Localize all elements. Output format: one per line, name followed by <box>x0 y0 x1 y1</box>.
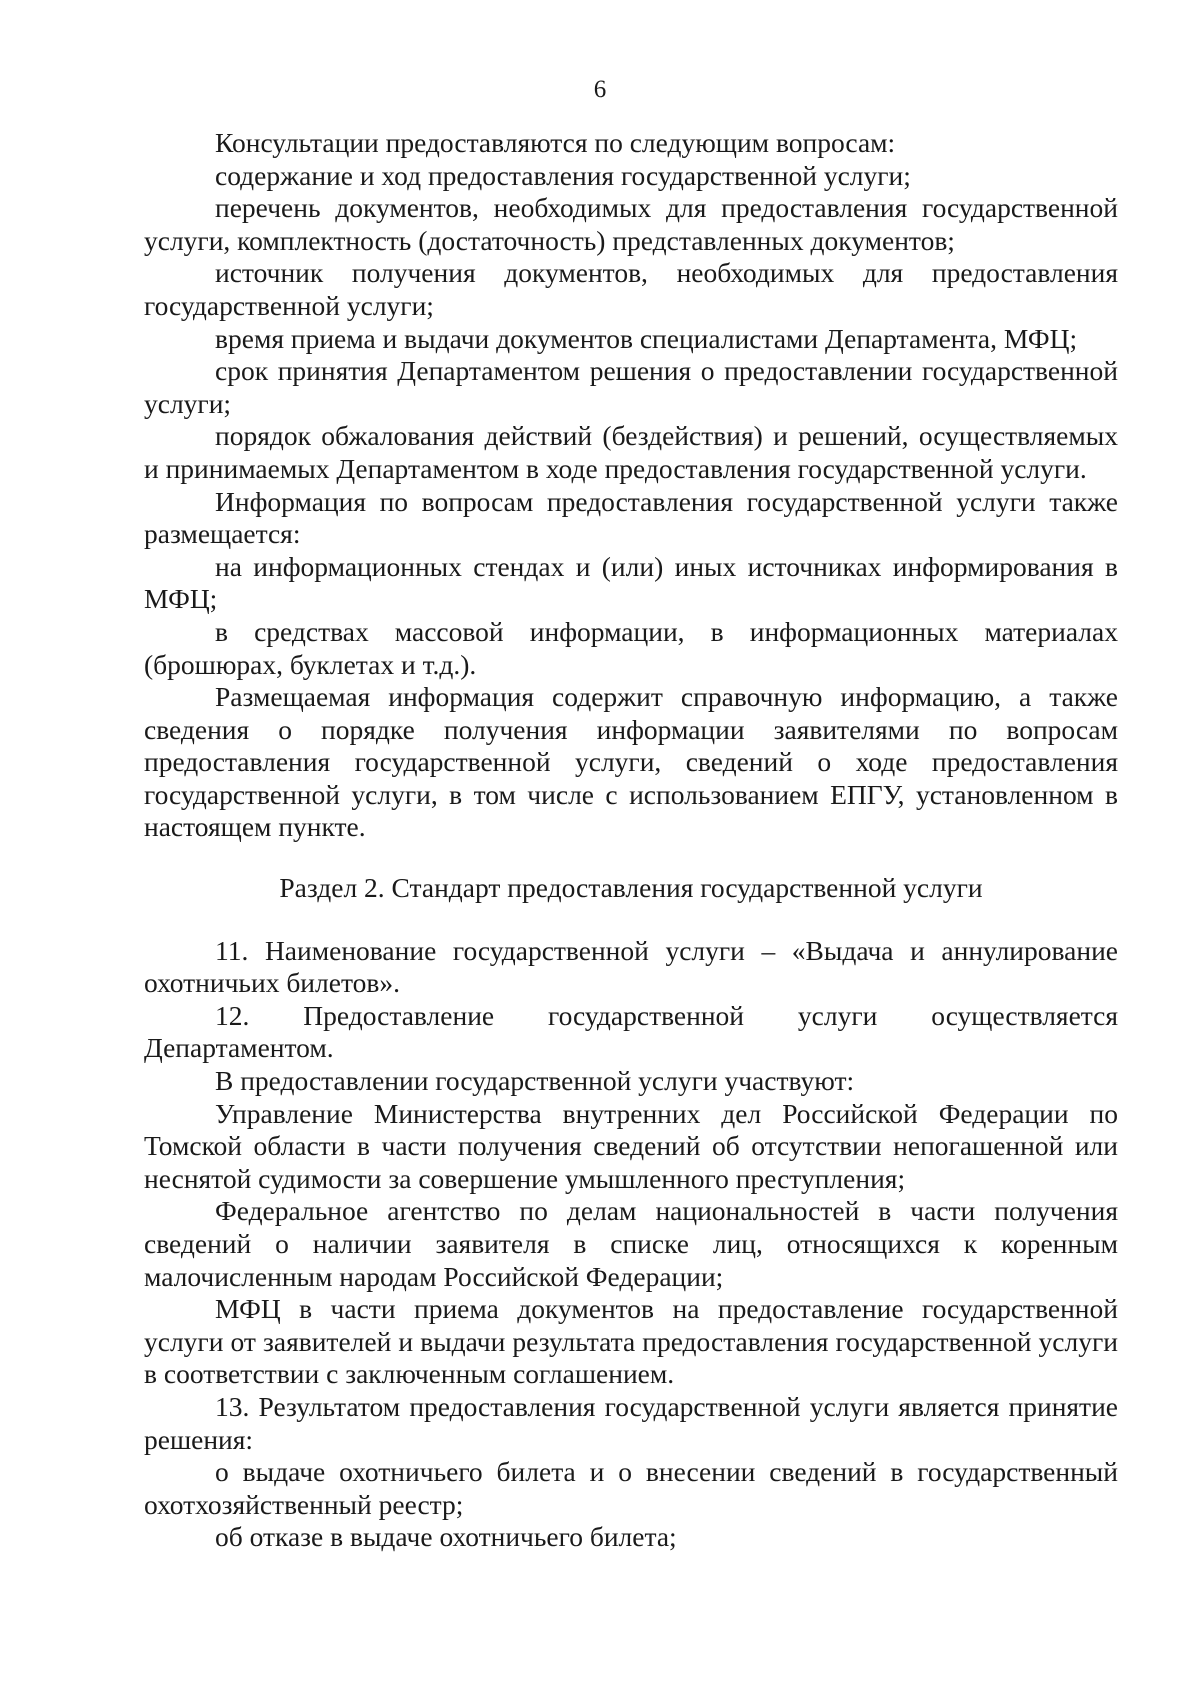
paragraph: Информация по вопросам предоставления государственной услуги также размещается: <box>144 485 1118 550</box>
paragraph: Размещаемая информация содержит справочную информацию, а также сведения о порядке получения информации заявителями по вопросам предоставления государственной услуги, сведений о ходе предоставления государственной услуги, в том числе с использованием ЕПГУ, установленном в настоящем пункте. <box>144 681 1118 843</box>
document-body <box>144 127 1118 1554</box>
paragraph: Консультации предоставляются по следующим вопросам: <box>215 127 896 158</box>
paragraph: срок принятия Департаментом решения о предоставлении государственной услуги; <box>144 355 1118 419</box>
section-heading: Раздел 2. Стандарт предоставления государственной услуги <box>279 872 983 904</box>
paragraph: о выдаче охотничьего билета и о внесении сведений в государственный охотхозяйственный реестр; <box>144 1456 1118 1520</box>
paragraph: 11. Наименование государственной услуги – «Выдача и аннулирование охотничьих билетов». <box>144 934 1118 999</box>
paragraph: Федеральное агентство по делам национальностей в части получения сведений о наличии заявителя в списке лиц, относящихся к коренным малочисленным народам Российской Федерации; <box>144 1195 1118 1292</box>
paragraph: источник получения документов, необходимых для предоставления государственной услуги; <box>144 257 1118 321</box>
paragraph: Управление Министерства внутренних дел Российской Федерации по Томской области в части получения сведений об отсутствии непогашенной или неснятой судимости за совершение умышленного преступления; <box>144 1097 1118 1194</box>
paragraph: содержание и ход предоставления государственной услуги; <box>215 159 911 191</box>
paragraph: время приема и выдачи документов специалистами Департамента, МФЦ; <box>215 322 1078 354</box>
paragraph: перечень документов, необходимых для предоставления государственной услуги, комплектность (достаточность) представленных документов; <box>144 192 1118 256</box>
paragraph: В предоставлении государственной услуги участвуют: <box>215 1065 855 1097</box>
paragraph: об отказе в выдаче охотничьего билета; <box>215 1521 677 1553</box>
paragraph: на информационных стендах и (или) иных источниках информирования в МФЦ; <box>144 550 1118 615</box>
page-number: 6 <box>593 76 607 103</box>
paragraph: МФЦ в части приема документов на предоставление государственной услуги от заявителей и выдачи результата предоставления государственной услуги в соответствии с заключенным соглашением. <box>144 1293 1118 1390</box>
paragraph: порядок обжалования действий (бездействия) и решений, осуществляемых и принимаемых Департаментом в ходе предоставления государственной услуги. <box>144 420 1118 484</box>
paragraph: 12. Предоставление государственной услуги осуществляется Департаментом. <box>144 999 1118 1064</box>
paragraph: в средствах массовой информации, в информационных материалах (брошюрах, буклетах и т.д.). <box>144 615 1118 680</box>
paragraph: 13. Результатом предоставления государственной услуги является принятие решения: <box>144 1390 1118 1455</box>
